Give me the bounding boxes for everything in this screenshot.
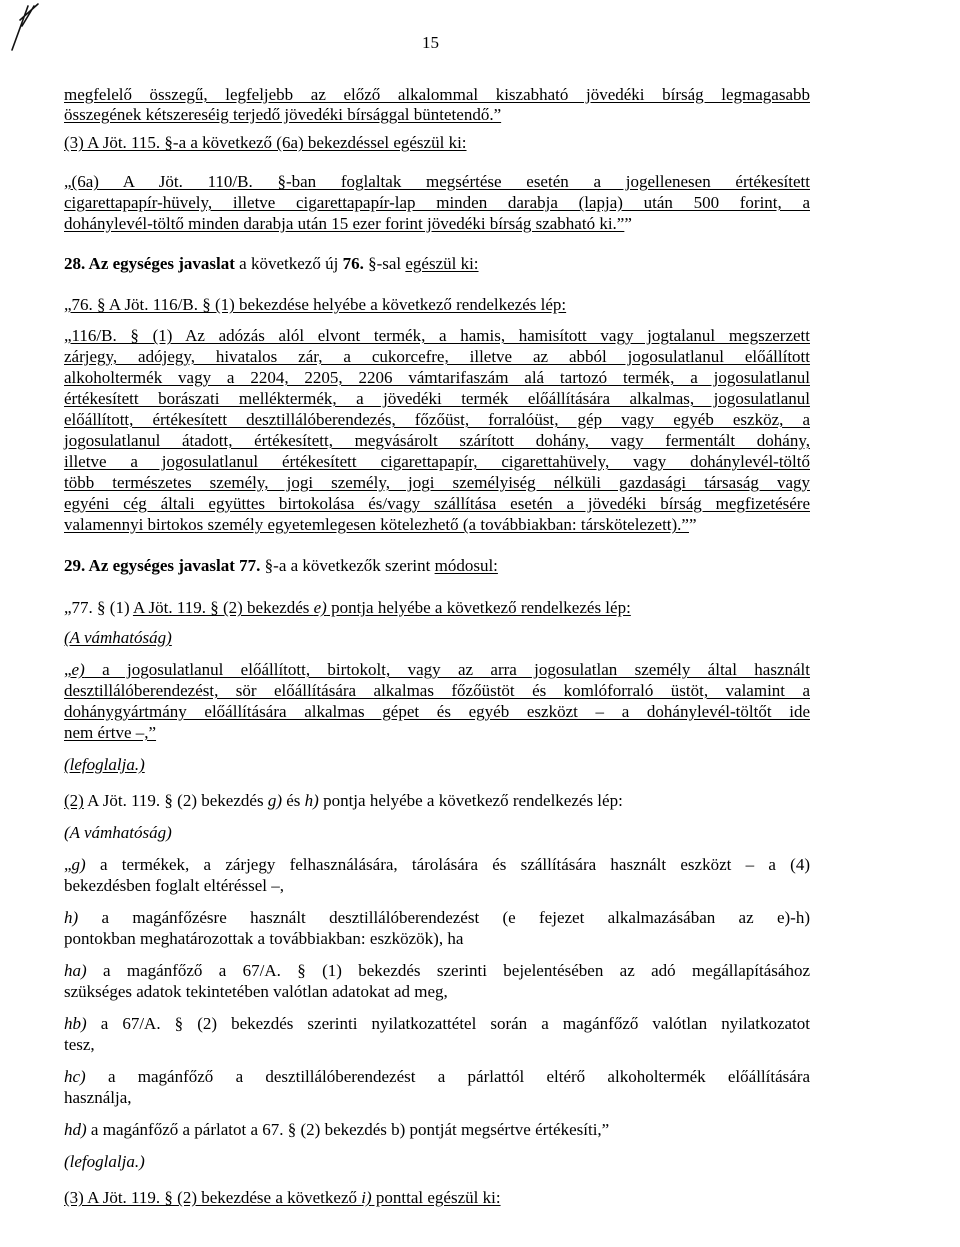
text-segment: hc)	[64, 1067, 86, 1086]
text-segment: „	[64, 855, 72, 874]
text-line	[64, 389, 810, 409]
text-segment: (A vámhatóság)	[64, 823, 172, 842]
text-segment: nem értve –,”	[64, 723, 157, 742]
text-segment: egyéni cég általi együttes birtokolása és/vagy szállítása esetén a jövedéki bírság megfizetésére	[64, 494, 810, 513]
text-segment: a magánfőzésre használt desztillálóberendezést (e fejezet alkalmazásában az e)-h)	[78, 908, 810, 927]
text-line	[64, 823, 172, 843]
text-segment: zárjegy, adójegy, hivatalos zár, a cukorcefre, illetve az abból jogosulatlanul előállított	[64, 347, 810, 366]
text-line	[64, 326, 810, 346]
text-line	[64, 556, 498, 576]
text-segment: több természetes személy, jogi személy, jogi személyiség nélküli gazdasági társaság vagy	[64, 473, 810, 492]
text-line	[64, 628, 172, 648]
text-line	[64, 723, 156, 743]
text-segment: „116/B. § (1) Az adózás alól elvont termék, a hamis, hamisított vagy jogtalanul megszerzett	[64, 326, 810, 345]
handwritten-mark-icon	[0, 0, 60, 60]
text-line	[64, 431, 810, 451]
text-segment: a 67/A. § (2) bekezdés szerinti nyilatkozattétel során a magánfőző valótlan nyilatkozatot	[86, 1014, 810, 1033]
text-segment: tesz,	[64, 1035, 95, 1054]
text-line	[64, 791, 623, 811]
text-line	[64, 855, 810, 875]
text-segment: „77. § (1)	[64, 598, 133, 617]
text-segment: valamennyi birtokos személy egyetemlegesen kötelezhető (a továbbiakban: társkötelezett).”	[64, 515, 689, 534]
text-segment: h)	[304, 791, 319, 810]
text-line	[64, 193, 810, 213]
text-segment: szükséges adatok tekintetében valótlan adatokat ad meg,	[64, 982, 448, 1001]
text-segment: előállított, értékesített desztillálóberendezés, főzőüst, forralóüst, gép vagy egyéb eszköz, a	[64, 410, 810, 429]
text-line	[64, 1152, 145, 1172]
text-segment: használja,	[64, 1088, 132, 1107]
text-segment: (3) A Jöt. 119. § (2) bekezdése a következő	[64, 1188, 362, 1207]
text-line	[64, 347, 810, 367]
text-line	[64, 368, 810, 388]
text-segment: megfelelő összegű, legfeljebb az előző alkalommal kiszabható jövedéki bírság legmagasabb	[64, 85, 810, 104]
text-line	[64, 295, 566, 315]
text-line	[64, 982, 448, 1002]
text-segment: (2)	[64, 791, 84, 810]
text-segment: i)	[361, 1188, 372, 1207]
text-line	[64, 929, 463, 949]
text-segment: §-a a következők szerint	[260, 556, 435, 575]
text-segment: §-sal	[363, 254, 406, 273]
text-segment: ha)	[64, 961, 87, 980]
text-segment: g)	[71, 855, 86, 874]
text-segment: (A vámhatóság)	[64, 628, 172, 647]
text-line	[64, 598, 631, 618]
text-segment: a magánfőző a 67/A. § (1) bekezdés szerinti bejelentésében az adó megállapításához	[86, 961, 810, 980]
text-segment: a következő új	[234, 254, 343, 273]
text-segment: hb)	[64, 1014, 87, 1033]
text-segment: A Jöt. 119. § (2) bekezdés	[83, 791, 268, 810]
text-segment: alkoholtermék vagy a 2204, 2205, 2206 vámtarifaszám alá tartozó termék, a jogosulatlanul	[64, 368, 810, 387]
text-line	[64, 876, 284, 896]
text-line	[64, 961, 810, 981]
text-line	[64, 254, 479, 274]
text-segment: jogosulatlanul átadott, értékesített, megvásárolt szárított dohány, vagy fermentált dohány,	[64, 431, 810, 450]
text-segment: illetve a jogosulatlanul értékesített cigarettapapír, cigarettahüvely, vagy dohánylevél-töltő	[64, 452, 810, 471]
text-segment: „(6a) A Jöt. 110/B. §-ban foglaltak megsértése esetén a jogellenesen értékesített	[64, 172, 810, 191]
text-segment: a termékek, a zárjegy felhasználására, tárolására és szállítására használt eszközt – a (4)	[85, 855, 810, 874]
text-line	[64, 214, 632, 234]
text-segment: (lefoglalja.)	[64, 755, 145, 774]
text-segment: értékesített borászati melléktermék, a jövedéki termék előállítására alkalmas, jogosulatlanul	[64, 389, 810, 408]
text-segment: pontokban meghatározottak a továbbiakban: eszközök), ha	[64, 929, 464, 948]
page-number: 15	[422, 33, 439, 52]
text-line	[64, 172, 810, 192]
text-segment: dohánylevél-töltő minden darabja után 15 ezer forint jövedéki bírság szabható ki.”	[64, 214, 625, 233]
text-segment: összegének kétszereséig terjedő jövedéki bírsággal büntetendő.”	[64, 105, 502, 124]
text-line	[64, 1188, 501, 1208]
text-line	[64, 908, 810, 928]
text-segment: e)	[71, 660, 85, 679]
text-segment: 76.	[342, 254, 364, 273]
text-segment: e)	[313, 598, 327, 617]
text-segment: 28. Az egységes javaslat	[64, 254, 235, 273]
text-segment: bekezdésben foglalt eltéréssel –,	[64, 876, 284, 895]
text-line	[64, 702, 810, 722]
text-line	[64, 452, 810, 472]
text-segment: pontja helyébe a következő rendelkezés lép:	[326, 598, 631, 617]
text-segment: a magánfőző a desztillálóberendezést a párlattól eltérő alkoholtermék előállítására	[85, 1067, 810, 1086]
text-segment: a magánfőző a párlatot a 67. § (2) bekezdés b) pontját megsértve értékesíti,”	[86, 1120, 610, 1139]
text-segment: 29. Az egységes javaslat 77.	[64, 556, 261, 575]
text-line	[64, 1088, 132, 1108]
text-line	[64, 1014, 810, 1034]
text-segment: egészül ki:	[405, 254, 479, 273]
text-line	[64, 755, 145, 775]
text-line	[64, 681, 810, 701]
text-line	[64, 515, 697, 535]
text-line	[64, 85, 810, 105]
text-segment: ponttal egészül ki:	[371, 1188, 501, 1207]
text-segment: „76. § A Jöt. 116/B. § (1) bekezdése helyébe a következő rendelkezés lép:	[64, 295, 567, 314]
text-line	[64, 1035, 95, 1055]
text-segment: A Jöt. 119. § (2) bekezdés	[132, 598, 314, 617]
text-segment: pontja helyébe a következő rendelkezés lép:	[318, 791, 623, 810]
text-segment: ”	[624, 214, 632, 233]
text-segment: g)	[267, 791, 282, 810]
text-line	[64, 410, 810, 430]
text-segment: (3) A Jöt. 115. §-a a következő (6a) bekezdéssel egészül ki:	[64, 133, 467, 152]
text-line	[64, 133, 467, 153]
text-line	[64, 1120, 609, 1140]
text-segment: (lefoglalja.)	[64, 1152, 145, 1171]
text-line	[64, 105, 501, 125]
text-segment: dohánygyártmány előállítására alkalmas gépet és egyéb eszközt – a dohánylevél-töltőt ide	[64, 702, 810, 721]
text-line	[64, 473, 810, 493]
text-segment: módosul:	[434, 556, 498, 575]
text-segment: „	[64, 660, 72, 679]
text-line	[64, 494, 810, 514]
text-segment: a jogosulatlanul előállított, birtokolt, vagy az arra jogosulatlan személy által használt	[84, 660, 810, 679]
text-segment: h)	[64, 908, 79, 927]
text-line	[64, 660, 810, 680]
text-line	[64, 1067, 810, 1087]
text-segment: cigarettapapír-hüvely, illetve cigarettapapír-lap minden darabja (lapja) után 500 forint, a	[64, 193, 810, 212]
text-segment: és	[281, 791, 305, 810]
text-segment: hd)	[64, 1120, 87, 1139]
text-segment: ”	[688, 515, 697, 534]
text-segment: desztillálóberendezést, sör előállítására alkalmas főzőüstöt és komlóforraló üstöt, valamint a	[64, 681, 810, 700]
